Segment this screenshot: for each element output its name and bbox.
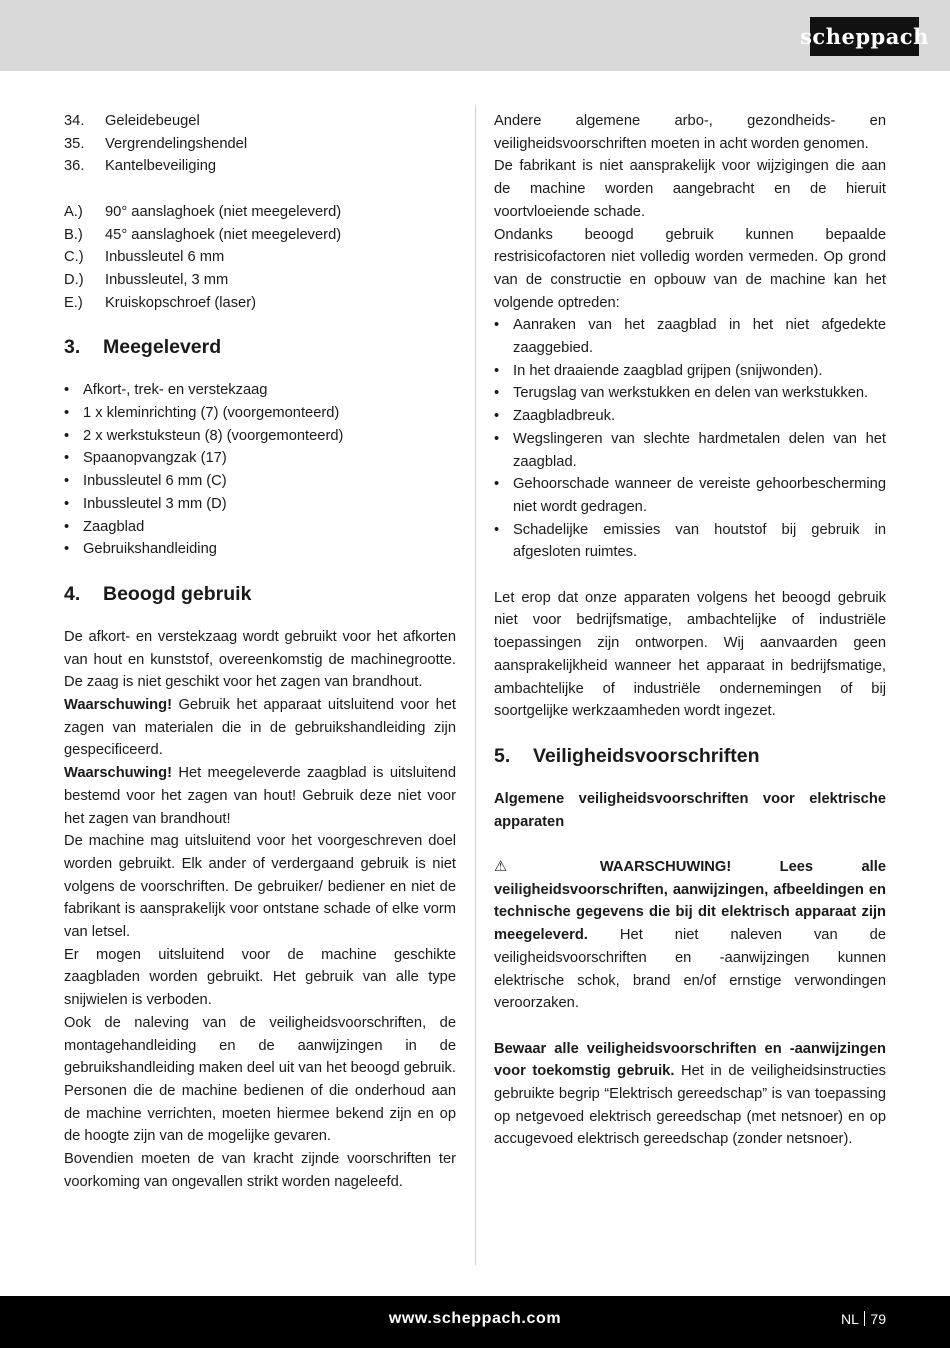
paragraph: Bovendien moeten de van kracht zijnde voorschriften ter voorkoming van ongevallen strikt worden nageleefd. [64,1151,456,1190]
scheppach-logo: scheppach [810,17,919,56]
list-item: • In het draaiende zaagblad grijpen (snijwonden). [494,362,823,379]
warning-paragraph: ⚠ WAARSCHUWING! Lees alle veiligheidsvoorschriften, aanwijzingen, afbeeldingen en technische gegevens die bij dit elektrisch apparaat zijn meegeleverd. Het niet naleven van de veiligheidsvoorschriften en -aanwijzingen kunnen elektrische schok, brand en/of ernstige verwondingen veroorzaken. [494,859,886,1012]
page-number: NL 79 [841,1311,886,1327]
list-item: 36. Kantelbeveiliging [64,158,217,175]
list-item: • Inbussleutel 6 mm (C) [64,473,227,490]
paragraph: Er mogen uitsluitend voor de machine geschikte zaagbladen worden gebruikt. Het gebruik van alle type snijwielen is verboden. [64,946,456,1009]
accessories-list [64,201,456,315]
paragraph: Andere algemene arbo-, gezondheids- en veiligheidsvoorschriften moeten in acht worden genomen. [494,113,886,152]
section-heading-meegeleverd: 3. Meegeleverd [64,336,222,359]
paragraph: De afkort- en verstekzaag wordt gebruikt voor het afkorten van hout en kunststof, overeenkomstig de machinegrootte. De zaag is niet geschikt voor het zagen van brandhout. [64,628,456,691]
residual-risk-list [494,314,886,564]
list-item: 34. Geleidebeugel [64,113,200,129]
list-item: • Schadelijke emissies van houtstof bij gebruik in afgesloten ruimtes. [494,521,886,561]
list-item: 35. Vergrendelingshendel [64,135,248,152]
list-item: • Zaagblad [64,518,145,535]
right-column [494,110,886,1151]
list-item: D.) Inbussleutel, 3 mm [64,271,229,288]
list-item: • Inbussleutel 3 mm (D) [64,495,227,512]
list-item: C.) Inbussleutel 6 mm [64,249,225,266]
list-item: • Zaagbladbreuk. [494,408,616,425]
warning-icon: ⚠ [494,859,552,876]
paragraph: De machine mag uitsluitend voor het voorgeschreven doel worden gebruikt. Elk ander of verdergaand gebruik is niet volgens de voorschriften. De gebruiker/ bediener en niet de fabrikant is aansprakelijk voor ontstane schade of elke vorm van letsel. [64,833,456,941]
list-item: B.) 45° aanslaghoek (niet meegeleverd) [64,226,342,243]
list-item: • Terugslag van werkstukken en delen van werkstukken. [494,385,869,402]
paragraph: Personen die de machine bedienen of die onderhoud aan de machine verrichten, moeten hiermee bekend zijn en op de hoogte zijn van de mogelijke gevaren. [64,1083,456,1145]
paragraph: De fabrikant is niet aansprakelijk voor wijzigingen die aan de machine worden aangebracht en de hieruit voortvloeiende schade. [494,158,886,220]
safety-subheading: Algemene veiligheidsvoorschriften voor elektrische apparaten [494,790,886,830]
list-item: • Gebruikshandleiding [64,541,217,558]
page-header [0,0,950,71]
keep-instructions-paragraph: Bewaar alle veiligheidsvoorschriften en -aanwijzingen voor toekomstig gebruik. Het in de veiligheidsinstructies gebruikte begrip “Elektrisch gereedschap” is van toepassing op netgevoed elektrisch gereedschap (met netsnoer) en op accugevoed elektrisch gereedschap (zonder netsnoer). [494,1040,886,1148]
warning-paragraph: Waarschuwing! Gebruik het apparaat uitsluitend voor het zagen van materialen die in de gebruikshandleiding zijn gespecificeerd. [64,697,456,759]
page-footer [0,1296,950,1348]
left-column [64,110,456,1194]
section-heading-veiligheidsvoorschriften: 5. Veiligheidsvoorschriften [494,744,760,767]
list-item: A.) 90° aanslaghoek (niet meegeleverd) [64,203,342,220]
list-item: • Spaanopvangzak (17) [64,450,227,467]
list-item: • Afkort-, trek- en verstekzaag [64,382,268,399]
website-url: www.scheppach.com [388,1310,562,1327]
list-item: • 1 x kleminrichting (7) (voorgemonteerd) [64,405,340,422]
column-divider [475,105,476,1265]
delivery-list [64,379,456,561]
list-item: • Gehoorschade wanneer de vereiste gehoorbescherming niet wordt gedragen. [494,476,886,515]
list-item: • Wegslingeren van slechte hardmetalen delen van het zaagblad. [494,430,886,470]
paragraph: Ook de naleving van de veiligheidsvoorschriften, de montagehandleiding en de aanwijzingen in de gebruikshandleiding maken deel uit van het beoogd gebruik. [64,1014,456,1077]
paragraph: Let erop dat onze apparaten volgens het beoogd gebruik niet voor bedrijfsmatige, ambachtelijke of industriële toepassingen zijn ontworpen. Wij aanvaarden geen aansprakelijkheid wanneer het apparaat in bedrijfsmatige, ambachtelijke of industriële ondernemingen of bij soortgelijke werkzaamheden wordt ingezet. [494,589,886,720]
list-item: E.) Kruiskopschroef (laser) [64,294,257,311]
section-heading-beoogd-gebruik: 4. Beoogd gebruik [64,582,252,605]
warning-paragraph: Waarschuwing! Het meegeleverde zaagblad is uitsluitend bestemd voor het zagen van hout! Gebruik deze niet voor het zagen van brandhout! [64,765,456,827]
parts-list [64,110,456,178]
list-item: • 2 x werkstuksteun (8) (voorgemonteerd) [64,427,344,444]
paragraph: Ondanks beoogd gebruik kunnen bepaalde restrisicofactoren niet volledig worden vermeden. Op grond van de constructie en opbouw van de machine kan het volgende optreden: [494,226,886,311]
intended-use-text [64,626,456,1194]
list-item: • Aanraken van het zaagblad in het niet afgedekte zaaggebied. [494,317,886,357]
